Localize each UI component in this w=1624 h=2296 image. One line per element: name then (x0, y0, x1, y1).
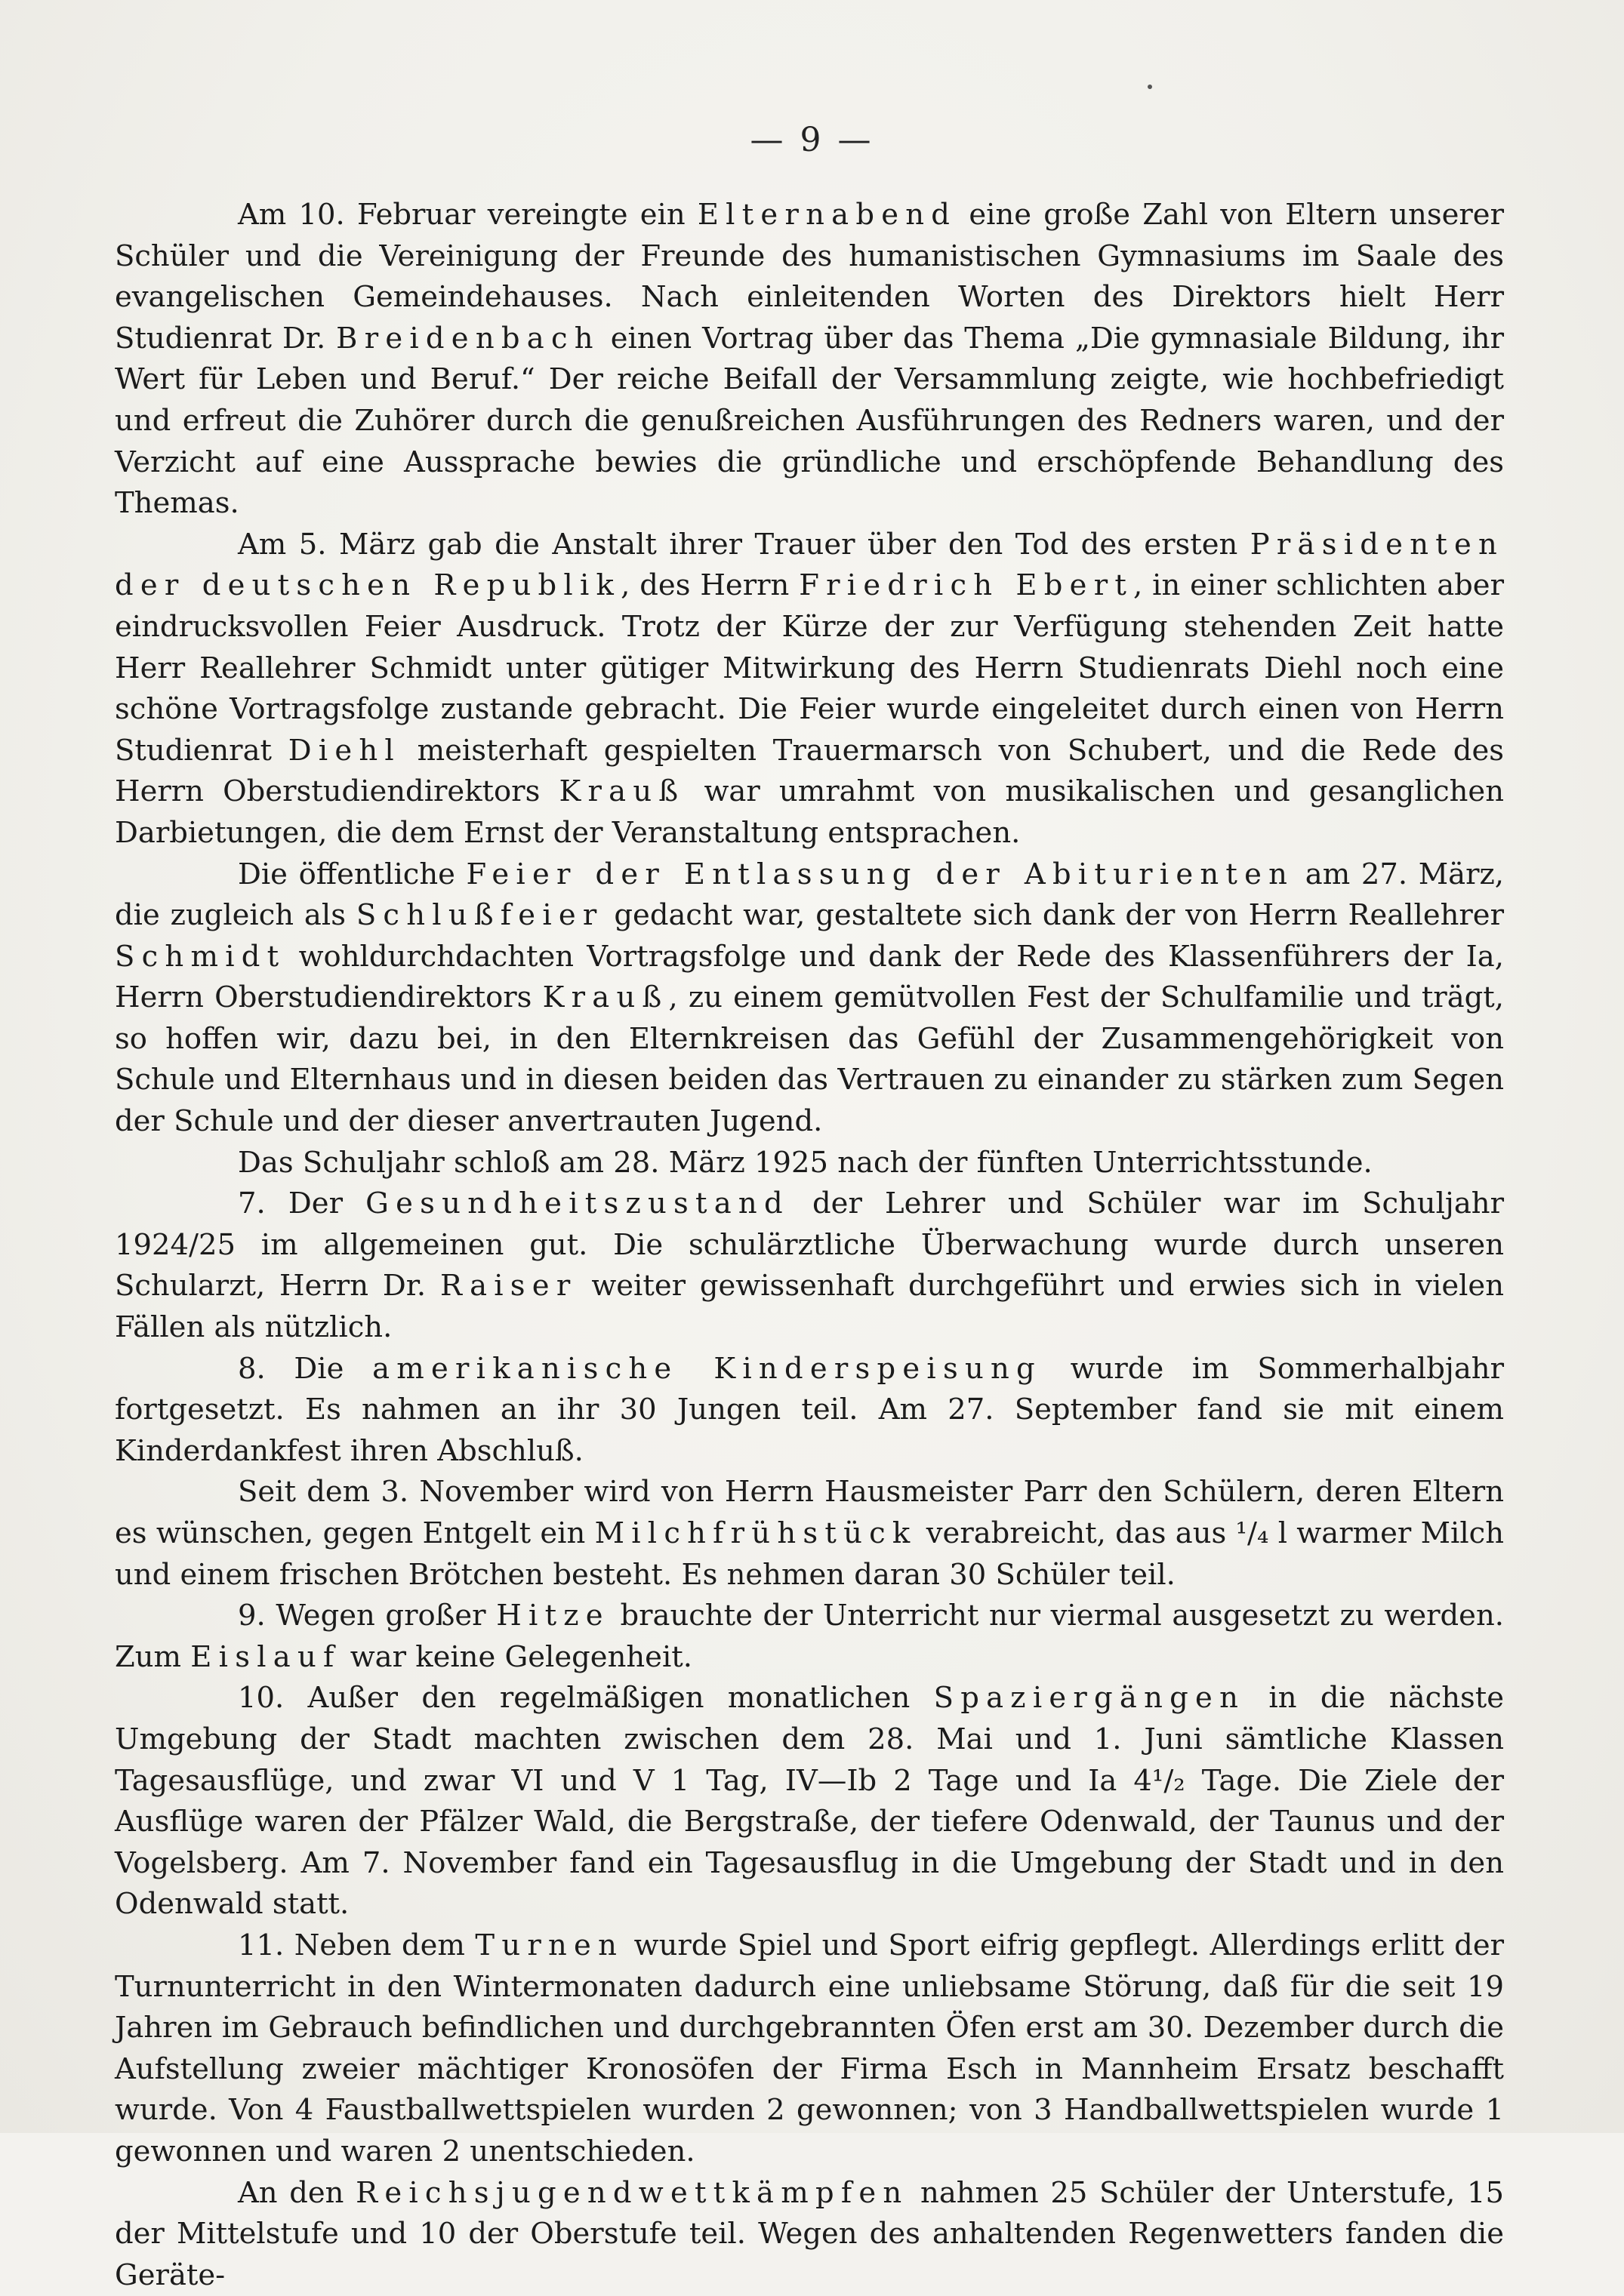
body-text (115, 195, 1504, 2296)
text-run: am 27. März, die zugleich als (115, 857, 1504, 933)
paragraph-elternabend (115, 195, 1504, 525)
paragraph-gesundheit (115, 1183, 1504, 1348)
paragraph-trauerfeier (115, 525, 1504, 854)
paragraph-schuljahr (115, 1143, 1504, 1184)
spaced-emphasis: Krauß (559, 774, 686, 808)
print-speck (1148, 85, 1152, 89)
text-run: brauchte der Unterricht nur viermal ausgesetzt zu werden. Zum (115, 1599, 1504, 1674)
text-run: gedacht war, gestaltete sich dank der von Herrn Reallehrer (604, 898, 1504, 932)
text-run: war umrahmt von musikalischen und gesanglichen Darbietungen, die dem Ernst der Veranstaltung entsprachen. (115, 774, 1504, 850)
text-run: der Lehrer und Schüler war im Schuljahr 1924/25 im allgemeinen gut. Die schulärztliche Überwachung wurde durch unseren Schularzt, Herrn Dr. (115, 1186, 1504, 1303)
spaced-emphasis: Spaziergängen (934, 1681, 1246, 1715)
text-run: , in einer schlichten aber eindrucksvollen Feier Ausdruck. Trotz der Kürze der zur Verfügung stehenden Zeit hatte Herr Reallehrer Schmidt unter gütiger Mitwirkung des Herrn Studienrats Diehl noch eine schöne Vortragsfolge zustande gebracht. Die Feier wurde eingeleitet durch einen von Herrn Studienrat (115, 568, 1504, 767)
text-run: weiter gewissenhaft durchgeführt und erwies sich in vielen Fällen als nützlich. (115, 1269, 1504, 1344)
text-run: Am 5. März gab die Anstalt ihrer Trauer über den Tod des ersten (238, 528, 1250, 562)
page-number: — 9 — (0, 121, 1624, 159)
spaced-emphasis: Turnen (475, 1928, 624, 1962)
text-run: 10. Außer den regelmäßigen monatlichen (238, 1681, 934, 1715)
spaced-emphasis: Feier der Entlassung der Abiturienten (467, 857, 1295, 891)
spaced-emphasis: Milchfrühstück (595, 1516, 917, 1550)
text-run: einen Vortrag über das Thema „Die gymnasiale Bildung, ihr Wert für Leben und Beruf.“ Der reiche Beifall der Versammlung zeigte, wie hochbefriedigt und erfreut die Zuhörer durch die genußreichen Ausführungen des Redners waren, und der Verzicht auf eine Aussprache bewies die gründliche und erschöpfende Behandlung des Themas. (115, 322, 1504, 520)
text-run: Das Schuljahr schloß am 28. März 1925 nach der fünften Unterrichtsstunde. (238, 1146, 1373, 1180)
paragraph-turnen (115, 1925, 1504, 2173)
spaced-emphasis: Eislauf (190, 1640, 341, 1674)
spaced-emphasis: Raiser (440, 1269, 578, 1303)
text-run: verabreicht, das aus ¹/₄ l warmer Milch und einem frischen Brötchen besteht. Es nehmen daran 30 Schüler teil. (115, 1516, 1504, 1592)
text-run: wurde Spiel und Sport eifrig gepflegt. Allerdings erlitt der Turnunterricht in den Wintermonaten dadurch eine unliebsame Störung, daß für die seit 19 Jahren im Gebrauch befindlichen und durchgebrannten Öfen erst am 30. Dezember durch die Aufstellung zweier mächtiger Kronosöfen der Firma Esch in Mannheim Ersatz beschafft wurde. Von 4 Faustballwettspielen wurden 2 gewonnen; von 3 Handballwettspielen wurde 1 gewonnen und waren 2 unentschieden. (115, 1928, 1504, 2168)
text-run: nahmen 25 Schüler der Unterstufe, 15 der Mittelstufe und 10 der Oberstufe teil. Wegen des anhaltenden Regenwetters fanden die Geräte- (115, 2176, 1504, 2292)
spaced-emphasis: Breidenbach (336, 322, 600, 355)
text-run: An den (238, 2176, 356, 2210)
paragraph-reichsjugend (115, 2173, 1504, 2296)
text-run: war keine Gelegenheit. (341, 1640, 692, 1674)
text-run: 8. Die (238, 1352, 372, 1386)
text-run: Am 10. Februar vereingte ein (238, 198, 698, 232)
paragraph-hitze (115, 1596, 1504, 1678)
text-run: meisterhaft gespielten Trauermarsch von Schubert, und die Rede des Herrn Oberstudiendirektors (115, 734, 1504, 809)
text-run: Die öffentliche (238, 857, 467, 891)
text-run: eine große Zahl von Eltern unserer Schüler und die Vereinigung der Freunde des humanistischen Gymnasiums im Saale des evangelischen Gemeindehauses. Nach einleitenden Worten des Direktors hielt Herr Studienrat Dr. (115, 198, 1504, 355)
text-run: 11. Neben dem (238, 1928, 475, 1962)
text-run: 9. Wegen großer (238, 1599, 496, 1633)
spaced-emphasis: amerikanische Kinderspeisung (372, 1352, 1042, 1386)
paragraph-milchfruehstueck (115, 1472, 1504, 1596)
paragraph-entlassung (115, 854, 1504, 1143)
spaced-emphasis: Reichsjugendwettkämpfen (356, 2176, 908, 2210)
spaced-emphasis: Elternabend (698, 198, 957, 232)
spaced-emphasis: Schlußfeier (356, 898, 604, 932)
spaced-emphasis: Hitze (496, 1599, 610, 1633)
text-run: in die nächste Umgebung der Stadt machten zwischen dem 28. Mai und 1. Juni sämtliche Klassen Tagesausflüge, und zwar VI und V 1 Tag, IV—Ib 2 Tage und Ia 4¹/₂ Tage. Die Ziele der Ausflüge waren der Pfälzer Wald, die Bergstraße, der tiefere Odenwald, der Taunus und der Vogelsberg. Am 7. November fand ein Tagesausflug in die Umgebung der Stadt und in den Odenwald statt. (115, 1681, 1504, 1921)
text-run: wurde im Sommerhalbjahr fortgesetzt. Es nahmen an ihr 30 Jungen teil. Am 27. September fand sie mit einem Kinderdankfest ihren Abschluß. (115, 1352, 1504, 1468)
spaced-emphasis: Gesundheitszustand (365, 1186, 790, 1220)
spaced-emphasis: Friedrich Ebert (799, 568, 1133, 602)
paragraph-kinderspeisung (115, 1349, 1504, 1473)
spaced-emphasis: Krauß (543, 980, 669, 1014)
text-run: Seit dem 3. November wird von Herrn Hausmeister Parr den Schülern, deren Eltern es wünschen, gegen Entgelt ein (115, 1475, 1504, 1550)
spaced-emphasis: Präsidenten der deutschen Republik (115, 528, 1504, 603)
text-run: , des Herrn (621, 568, 799, 602)
text-run: , zu einem gemütvollen Fest der Schulfamilie und trägt, so hoffen wir, dazu bei, in den Elternkreisen das Gefühl der Zusammengehörigkeit von Schule und Elternhaus und in diesen beiden das Vertrauen zu einander zu stärken zum Segen der Schule und der dieser anvertrauten Jugend. (115, 980, 1504, 1138)
spaced-emphasis: Diehl (288, 734, 401, 768)
spaced-emphasis: Schmidt (115, 940, 285, 974)
text-run: 7. Der (238, 1186, 365, 1220)
text-run: wohldurchdachten Vortragsfolge und dank der Rede des Klassenführers der Ia, Herrn Oberstudiendirektors (115, 940, 1504, 1015)
paragraph-ausfluege (115, 1678, 1504, 1925)
